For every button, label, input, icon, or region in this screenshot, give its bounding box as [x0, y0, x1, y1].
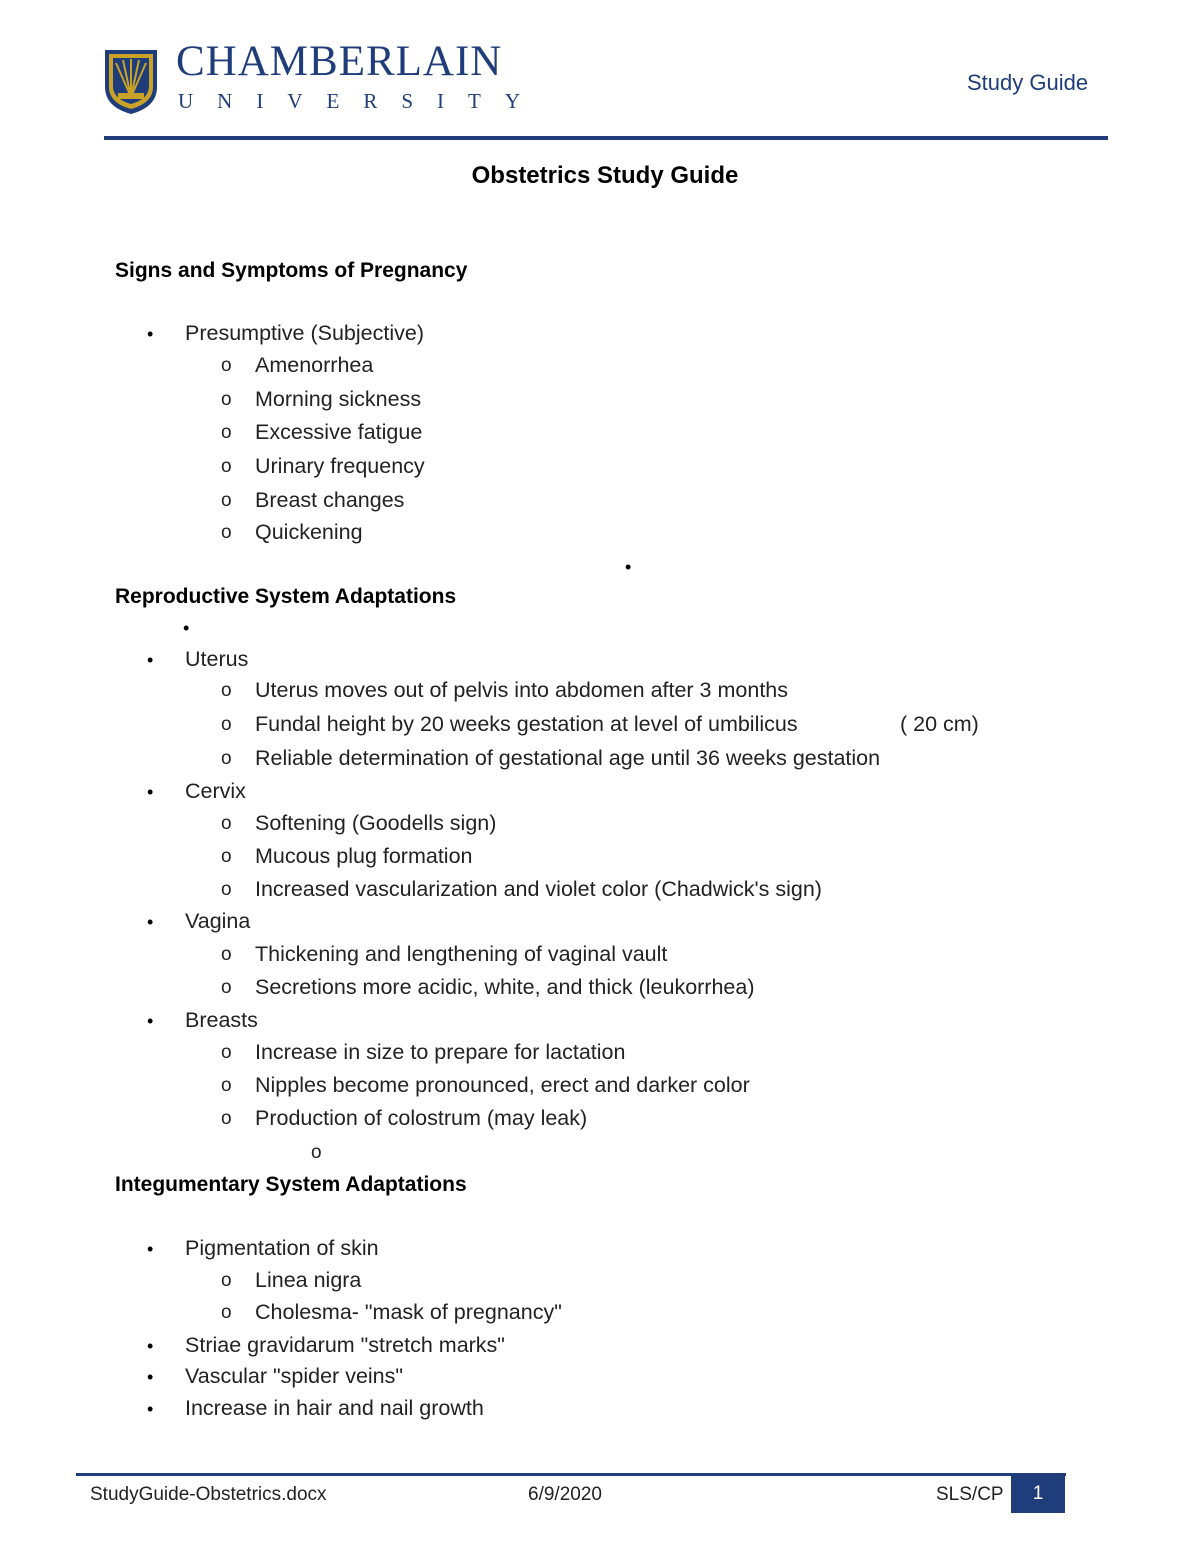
sub-bullet: o — [221, 389, 232, 410]
list-subitem: Urinary frequency — [255, 454, 425, 478]
sub-bullet: o — [221, 1108, 232, 1129]
footer-filename: StudyGuide-Obstetrics.docx — [90, 1484, 327, 1505]
list-item-uterus: Uterus — [185, 647, 249, 671]
sub-bullet: o — [221, 714, 232, 735]
university-subtitle: UNIVERSITY — [178, 89, 544, 113]
list-item-cervix: Cervix — [185, 779, 246, 803]
sub-bullet: o — [221, 422, 232, 443]
list-bullet: • — [147, 1239, 154, 1259]
header-label: Study Guide — [967, 70, 1089, 95]
sub-bullet: o — [221, 680, 232, 701]
list-item: Increase in hair and nail growth — [185, 1396, 484, 1420]
list-item-breasts: Breasts — [185, 1008, 258, 1032]
sub-bullet: o — [221, 355, 232, 376]
list-item: Vascular "spider veins" — [185, 1364, 404, 1388]
sub-bullet: o — [221, 846, 232, 867]
list-subitem: Reliable determination of gestational age until 36 weeks gestation — [255, 746, 881, 770]
section-heading-integumentary: Integumentary System Adaptations — [115, 1173, 467, 1196]
list-subitem: Quickening — [255, 520, 363, 544]
list-item: Striae gravidarum "stretch marks" — [185, 1333, 505, 1357]
list-subitem: Mucous plug formation — [255, 844, 473, 868]
sub-bullet: o — [221, 522, 232, 543]
list-subitem: Nipples become pronounced, erect and darker color — [255, 1073, 750, 1097]
sub-bullet: o — [221, 1042, 232, 1063]
footer-divider — [76, 1473, 1066, 1476]
list-bullet: • — [147, 1011, 154, 1031]
list-subitem: Secretions more acidic, white, and thick (leukorrhea) — [255, 975, 755, 999]
sub-bullet: o — [221, 1270, 232, 1291]
list-item-presumptive: Presumptive (Subjective) — [185, 321, 424, 345]
sub-bullet: o — [221, 748, 232, 769]
list-subitem: Fundal height by 20 weeks gestation at level of umbilicus — [255, 712, 798, 736]
sub-bullet: o — [221, 490, 232, 511]
stray-bullet: • — [625, 557, 632, 577]
footer-date: 6/9/2020 — [528, 1484, 602, 1505]
sub-bullet: o — [221, 1302, 232, 1323]
list-subitem: Increased vascularization and violet color (Chadwick's sign) — [255, 877, 822, 901]
list-subitem: Excessive fatigue — [255, 420, 423, 444]
list-item-vagina: Vagina — [185, 909, 251, 933]
document-title: Obstetrics Study Guide — [471, 162, 739, 189]
list-bullet: • — [147, 1336, 154, 1356]
header-divider — [104, 136, 1108, 140]
list-subitem: Amenorrhea — [255, 353, 374, 377]
sub-bullet: o — [221, 813, 232, 834]
university-shield-logo — [104, 49, 158, 115]
sub-bullet: o — [221, 1075, 232, 1096]
footer-code: SLS/CP — [936, 1484, 1004, 1505]
sub-bullet: o — [221, 879, 232, 900]
list-subitem: Linea nigra — [255, 1268, 362, 1292]
list-bullet: • — [147, 1367, 154, 1387]
list-bullet: • — [147, 650, 154, 670]
list-item-pigmentation: Pigmentation of skin — [185, 1236, 379, 1260]
list-subitem: Uterus moves out of pelvis into abdomen after 3 months — [255, 678, 788, 702]
list-subitem: Morning sickness — [255, 387, 422, 411]
list-bullet: • — [147, 1399, 154, 1419]
list-bullet: • — [147, 912, 154, 932]
list-subitem: Thickening and lengthening of vaginal vault — [255, 942, 668, 966]
list-subitem: Cholesma- "mask of pregnancy" — [255, 1300, 562, 1324]
list-bullet: • — [147, 782, 154, 802]
university-name: CHAMBERLAIN — [176, 38, 503, 85]
stray-bullet: • — [183, 618, 190, 638]
page-number: 1 — [1011, 1474, 1065, 1513]
stray-sub-bullet: o — [311, 1142, 322, 1163]
list-bullet: • — [147, 324, 154, 344]
list-subitem: Production of colostrum (may leak) — [255, 1106, 588, 1130]
sub-bullet: o — [221, 944, 232, 965]
list-subitem: Softening (Goodells sign) — [255, 811, 497, 835]
sub-bullet: o — [221, 456, 232, 477]
sub-bullet: o — [221, 977, 232, 998]
section-heading-reproductive: Reproductive System Adaptations — [115, 585, 457, 608]
section-heading-pregnancy: Signs and Symptoms of Pregnancy — [115, 259, 468, 282]
fundal-height-note: ( 20 cm) — [900, 712, 979, 736]
list-subitem: Breast changes — [255, 488, 405, 512]
list-subitem: Increase in size to prepare for lactation — [255, 1040, 626, 1064]
